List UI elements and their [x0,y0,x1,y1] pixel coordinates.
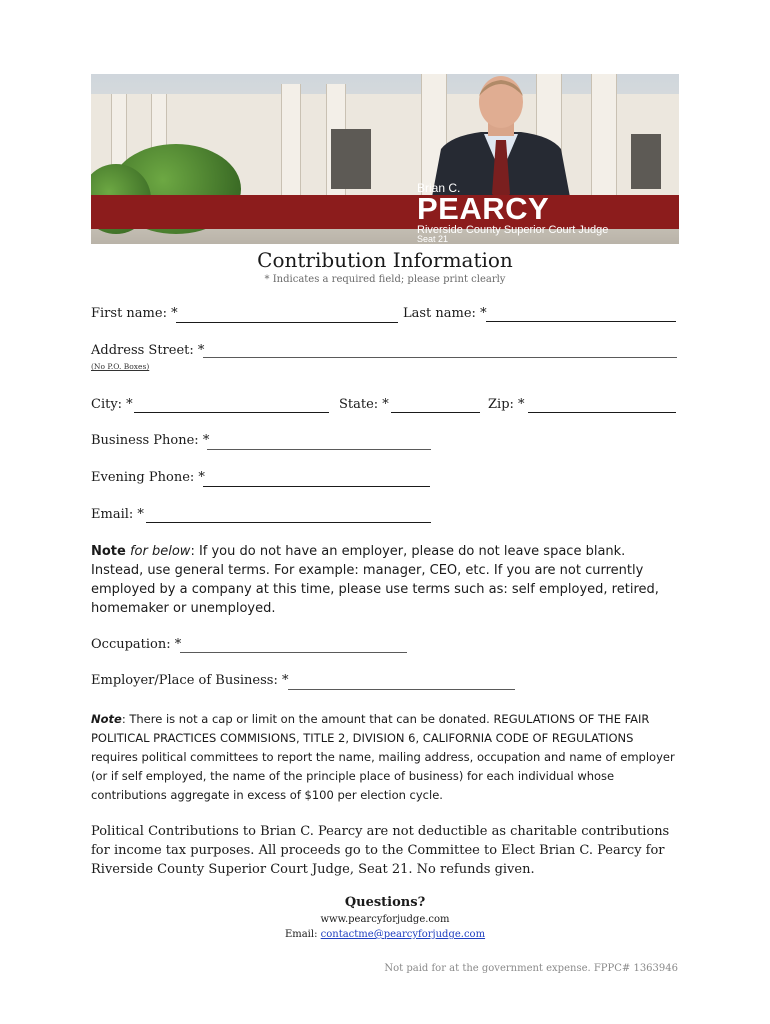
email-label: Email: * [91,507,144,522]
last-name-label: Last name: * [403,306,487,321]
state-field[interactable] [391,412,480,413]
required-note: * Indicates a required field; please print clearly [264,274,506,285]
candidate-first-name: Brian C. [417,181,461,195]
email-field[interactable] [146,522,431,523]
window [631,134,661,189]
employer-note [91,542,681,618]
campaign-banner [91,74,679,244]
employer-field[interactable] [288,689,515,690]
address-field[interactable] [203,357,677,358]
note-text: : If you do not have an employer, please do not leave space blank. Instead, use general terms. For example: manager, CEO, etc. If you are not currently employed by a company at this time, please use terms such as: self employed, retired, homemaker or unemployed. [91,544,659,616]
occupation-field[interactable] [180,652,407,653]
email-prefix: Email: [284,929,321,940]
column [281,84,301,204]
note2-bold: Note [91,712,122,726]
first-name-field[interactable] [176,322,398,323]
page-title: Contribution Information [257,248,513,272]
note2-text: : There is not a cap or limit on the amount that can be donated. REGULATIONS OF THE FAIR POLITICAL PRACTICES COMMISIONS, TITLE 2, DIVISION 6, CALIFORNIA CODE OF REGULATIONS requires political committees to report the name, mailing address, occupation and name of employer (or if self employed, the name of the principle place of business) for each individual whose contributions aggregate in excess of $100 per election cycle. [91,712,675,802]
employer-label: Employer/Place of Business: * [91,673,289,688]
note-italic: for below [125,544,191,559]
occupation-label: Occupation: * [91,637,182,652]
seat-label: Seat 21 [417,234,449,244]
state-label: State: * [339,397,389,412]
tax-disclaimer: Political Contributions to Brian C. Pearcy are not deductible as charitable contributions for income tax purposes. All proceeds go to the Committee to Elect Brian C. Pearcy for Riverside County Superior Court Judge, Seat 21. No refunds given. [91,824,670,877]
business-phone-label: Business Phone: * [91,433,210,448]
address-label: Address Street: * [91,343,205,358]
contact-email-line [0,929,770,940]
office-title: Riverside County Superior Court Judge [417,224,609,236]
contact-email-link[interactable]: contactme@pearcyforjudge.com [320,929,486,940]
city-field[interactable] [134,412,329,413]
first-name-label: First name: * [91,306,178,321]
note-bold: Note [91,544,126,559]
evening-phone-field[interactable] [203,486,430,487]
city-label: City: * [91,397,133,412]
evening-phone-label: Evening Phone: * [91,470,205,485]
regulations-note [91,710,681,805]
zip-label: Zip: * [488,397,525,412]
last-name-field[interactable] [486,321,676,322]
website-url: www.pearcyforjudge.com [320,914,450,925]
business-phone-field[interactable] [207,449,431,450]
footer-disclaimer: Not paid for at the government expense. FPPC# 1363946 [384,963,678,974]
zip-field[interactable] [528,412,676,413]
address-note: (No P.O. Boxes) [91,362,150,371]
questions-heading: Questions? [344,895,426,910]
doorway [331,129,371,189]
candidate-last-name: PEARCY [417,191,550,226]
